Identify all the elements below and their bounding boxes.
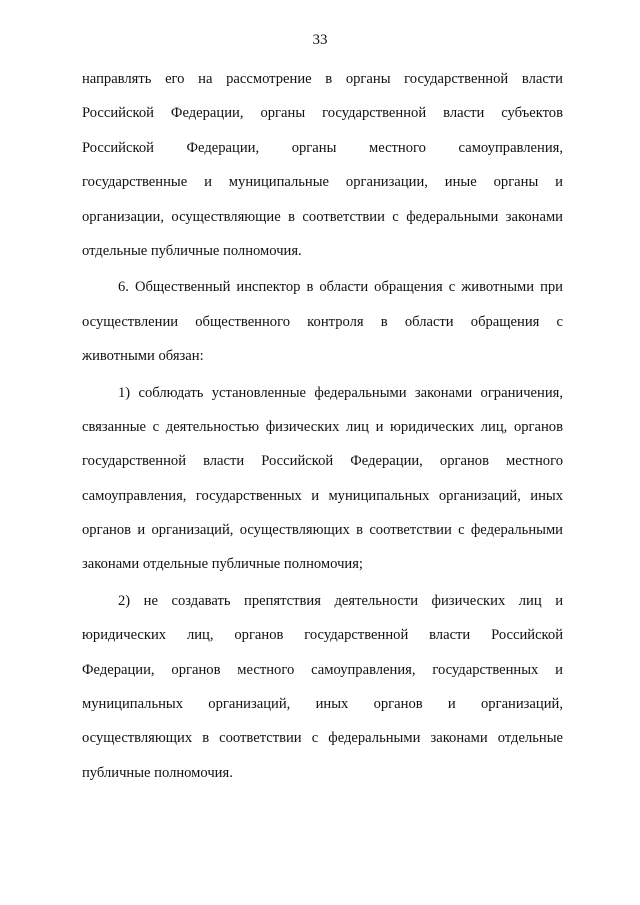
- paragraph-item-6: [82, 270, 563, 373]
- paragraph-subitem-1: [82, 376, 563, 582]
- text-line: Федерации, органов местного самоуправления, государственных и: [82, 661, 563, 678]
- text-line: организации, осуществляющие в соответствии с федеральными законами: [82, 208, 563, 225]
- text-line: публичные полномочия.: [82, 764, 233, 781]
- text-line: муниципальных организаций, иных органов и организаций,: [82, 696, 563, 713]
- text-line: 1) соблюдать установленные федеральными законами ограничения,: [118, 384, 563, 401]
- text-line: Российской Федерации, органы государственной власти субъектов: [82, 105, 563, 122]
- text-line: Российской Федерации, органы местного самоуправления,: [82, 139, 563, 156]
- text-line: государственной власти Российской Федерации, органов местного: [82, 453, 563, 470]
- text-line: осуществляющих в соответствии с федеральными законами отдельные: [82, 730, 563, 747]
- paragraph-continuation: [82, 62, 563, 268]
- text-line: отдельные публичные полномочия.: [82, 242, 302, 259]
- paragraph-subitem-2: [82, 584, 563, 790]
- text-line: 2) не создавать препятствия деятельности физических лиц и: [118, 592, 563, 609]
- document-body: [82, 62, 563, 792]
- text-line: органов и организаций, осуществляющих в соответствии с федеральными: [82, 522, 563, 539]
- text-line: осуществлении общественного контроля в области обращения с: [82, 313, 563, 330]
- text-line: животными обязан:: [82, 348, 204, 365]
- text-line: 6. Общественный инспектор в области обращения с животными при: [118, 279, 563, 296]
- text-line: направлять его на рассмотрение в органы государственной власти: [82, 71, 563, 87]
- text-line: юридических лиц, органов государственной власти Российской: [82, 627, 563, 644]
- page-number: 33: [312, 32, 328, 48]
- text-line: законами отдельные публичные полномочия;: [82, 556, 363, 573]
- text-line: государственные и муниципальные организации, иные органы и: [82, 174, 563, 191]
- text-line: связанные с деятельностью физических лиц и юридических лиц, органов: [82, 418, 563, 435]
- text-line: самоуправления, государственных и муниципальных организаций, иных: [82, 487, 563, 504]
